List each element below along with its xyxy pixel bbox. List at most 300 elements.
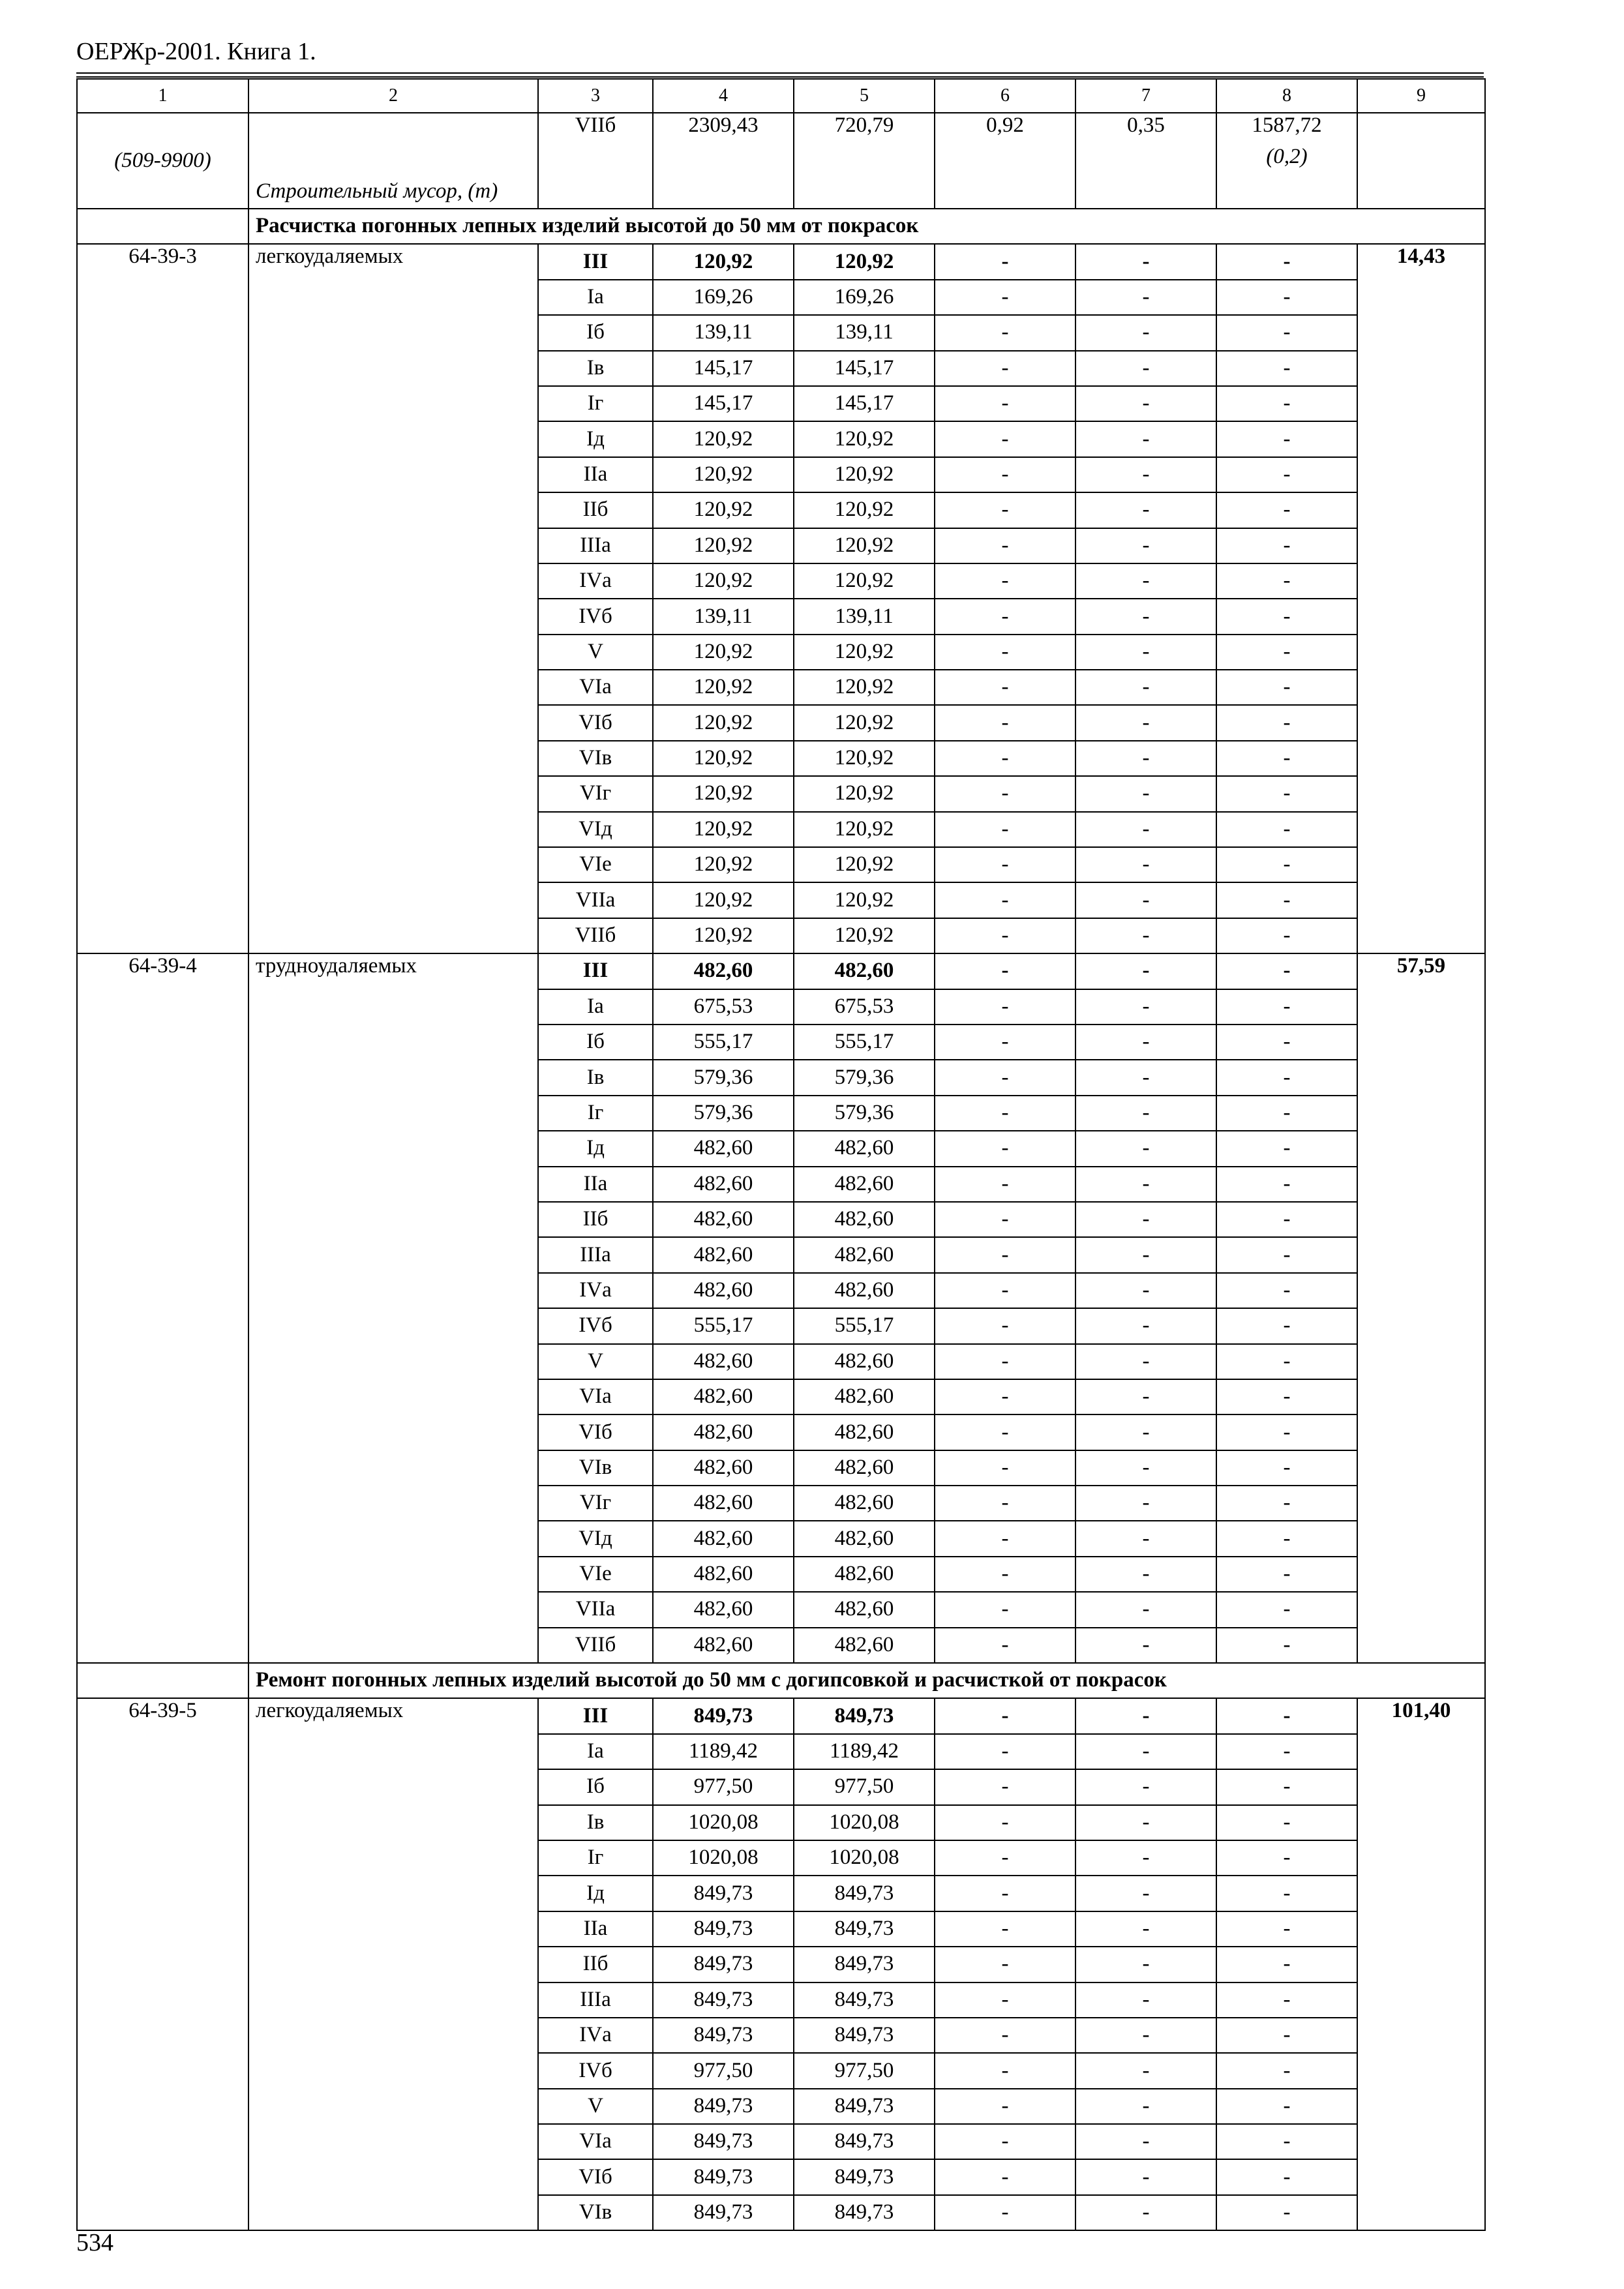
zone-cell: IIа bbox=[538, 1911, 653, 1947]
value-cell: 482,60 bbox=[794, 1414, 935, 1450]
value-cell: - bbox=[1075, 1060, 1216, 1095]
value-cell: 0,35 bbox=[1075, 113, 1216, 209]
value-cell: - bbox=[1216, 2159, 1357, 2194]
value-cell: 482,60 bbox=[794, 1131, 935, 1166]
value-cell: - bbox=[1216, 1273, 1357, 1308]
value-cell: 482,60 bbox=[794, 1379, 935, 1414]
value-cell: 720,79 bbox=[794, 113, 935, 209]
zone-cell: V bbox=[538, 1344, 653, 1379]
value-cell: - bbox=[935, 1344, 1075, 1379]
value-cell: 120,92 bbox=[653, 457, 794, 492]
zone-cell: Iб bbox=[538, 315, 653, 350]
value-cell: 145,17 bbox=[653, 386, 794, 421]
value-cell: 0,92 bbox=[935, 113, 1075, 209]
rate-name: трудноудаляемых bbox=[248, 953, 538, 1663]
value-cell: 120,92 bbox=[653, 882, 794, 918]
value-cell: - bbox=[1216, 351, 1357, 386]
table-row-base bbox=[77, 244, 1485, 279]
value-cell: - bbox=[1075, 1947, 1216, 1982]
value-cell: 849,73 bbox=[794, 1876, 935, 1911]
value-cell: - bbox=[1216, 953, 1357, 989]
zone-cell: VIв bbox=[538, 2195, 653, 2230]
value-cell: - bbox=[1216, 705, 1357, 740]
labor-cost: 57,59 bbox=[1357, 953, 1485, 1663]
zone-cell: VIв bbox=[538, 741, 653, 776]
value-cell: - bbox=[935, 776, 1075, 811]
value-cell: 849,73 bbox=[653, 2124, 794, 2159]
value-cell: 482,60 bbox=[653, 1237, 794, 1272]
value-cell: 849,73 bbox=[653, 1911, 794, 1947]
zone-cell: IIб bbox=[538, 1202, 653, 1237]
value-cell: - bbox=[935, 2159, 1075, 2194]
value-cell: - bbox=[1216, 1805, 1357, 1840]
zone-cell: Iг bbox=[538, 1840, 653, 1876]
rate-name: легкоудаляемых bbox=[248, 244, 538, 953]
value-cell: 482,60 bbox=[653, 1379, 794, 1414]
header-rule-double bbox=[76, 76, 1484, 78]
resource-code: (509-9900) bbox=[77, 113, 248, 209]
zone-cell: IIа bbox=[538, 1167, 653, 1202]
value-cell: - bbox=[1216, 1237, 1357, 1272]
value-cell: - bbox=[935, 1025, 1075, 1060]
value-cell: - bbox=[1075, 741, 1216, 776]
value-cell: - bbox=[1216, 1628, 1357, 1663]
value-cell: 849,73 bbox=[794, 2089, 935, 2124]
value-cell: - bbox=[935, 528, 1075, 563]
value-cell: 482,60 bbox=[794, 1167, 935, 1202]
value-cell: 120,92 bbox=[653, 670, 794, 705]
value-cell: - bbox=[1075, 1592, 1216, 1627]
value-cell: 977,50 bbox=[653, 1769, 794, 1804]
value-cell: 1020,08 bbox=[794, 1805, 935, 1840]
value-cell: - bbox=[1216, 528, 1357, 563]
rate-code: 64-39-4 bbox=[77, 953, 248, 1663]
price-table bbox=[76, 78, 1486, 2231]
value-cell: - bbox=[935, 1060, 1075, 1095]
value-cell: 120,92 bbox=[794, 563, 935, 599]
value-cell: 482,60 bbox=[653, 1628, 794, 1663]
value-cell: - bbox=[935, 882, 1075, 918]
value-cell: 120,92 bbox=[653, 244, 794, 279]
value-cell: - bbox=[935, 1592, 1075, 1627]
value-cell: 120,92 bbox=[794, 776, 935, 811]
value-cell: 145,17 bbox=[794, 386, 935, 421]
value-cell: - bbox=[1216, 670, 1357, 705]
zone-cell: VIб bbox=[538, 705, 653, 740]
value-cell: 482,60 bbox=[794, 1273, 935, 1308]
value-cell: - bbox=[1075, 776, 1216, 811]
value-cell: - bbox=[1216, 2089, 1357, 2124]
value-cell: - bbox=[935, 2124, 1075, 2159]
page-number: 534 bbox=[76, 2229, 113, 2256]
value-cell: 139,11 bbox=[794, 599, 935, 634]
value-cell: 579,36 bbox=[794, 1096, 935, 1131]
value-cell: - bbox=[935, 1096, 1075, 1131]
value-cell: 482,60 bbox=[794, 1344, 935, 1379]
value-cell: - bbox=[935, 1450, 1075, 1486]
value-cell: - bbox=[1216, 2124, 1357, 2159]
value-cell: 675,53 bbox=[653, 989, 794, 1025]
value-cell: 482,60 bbox=[794, 1237, 935, 1272]
value-cell: - bbox=[935, 1521, 1075, 1556]
zone-cell: VIг bbox=[538, 776, 653, 811]
zone-cell: IVб bbox=[538, 1308, 653, 1343]
zone-cell: IIб bbox=[538, 1947, 653, 1982]
zone-cell: IIIа bbox=[538, 1237, 653, 1272]
value-cell: - bbox=[1075, 386, 1216, 421]
zone-cell: V bbox=[538, 635, 653, 670]
value-cell: 120,92 bbox=[653, 918, 794, 953]
value-cell: - bbox=[935, 1698, 1075, 1733]
value-cell: 1189,42 bbox=[794, 1734, 935, 1769]
value-cell: 120,92 bbox=[653, 492, 794, 528]
zone-cell: IVб bbox=[538, 599, 653, 634]
value-cell: - bbox=[1075, 315, 1216, 350]
value-cell: - bbox=[1075, 2089, 1216, 2124]
value-cell: - bbox=[935, 2089, 1075, 2124]
value-cell: 579,36 bbox=[794, 1060, 935, 1095]
value-cell: 482,60 bbox=[653, 1592, 794, 1627]
value-cell: - bbox=[935, 635, 1075, 670]
value-cell: - bbox=[935, 1273, 1075, 1308]
zone-cell: Iб bbox=[538, 1025, 653, 1060]
value-cell: - bbox=[935, 1840, 1075, 1876]
value-cell: - bbox=[1216, 1769, 1357, 1804]
zone-cell: IIб bbox=[538, 492, 653, 528]
value-cell: - bbox=[1075, 1273, 1216, 1308]
zone-cell: VIд bbox=[538, 812, 653, 847]
zone-cell: Iв bbox=[538, 1060, 653, 1095]
value-cell: - bbox=[1216, 1947, 1357, 1982]
value-cell: 120,92 bbox=[653, 741, 794, 776]
value-cell: - bbox=[1075, 457, 1216, 492]
column-number: 6 bbox=[935, 79, 1075, 113]
value-cell: - bbox=[935, 1414, 1075, 1450]
value-cell: 482,60 bbox=[794, 953, 935, 989]
value-cell: 139,11 bbox=[653, 315, 794, 350]
zone-cell: VIIа bbox=[538, 882, 653, 918]
section-spacer bbox=[77, 209, 248, 244]
value-cell: - bbox=[1075, 280, 1216, 315]
value-cell: - bbox=[1075, 244, 1216, 279]
value-cell: - bbox=[1216, 741, 1357, 776]
table-row-base bbox=[77, 953, 1485, 989]
value-cell: - bbox=[1075, 421, 1216, 456]
zone-cell: VIе bbox=[538, 1557, 653, 1592]
rate-code: 64-39-5 bbox=[77, 1698, 248, 2230]
value-cell: - bbox=[1075, 1237, 1216, 1272]
value-cell: 482,60 bbox=[653, 1486, 794, 1521]
value-cell: - bbox=[1216, 2195, 1357, 2230]
value-cell: - bbox=[1075, 1167, 1216, 1202]
section-title: Ремонт погонных лепных изделий высотой до 50 мм с догипсовкой и расчисткой от покрасок bbox=[248, 1663, 1485, 1698]
zone-cell: VIб bbox=[538, 2159, 653, 2194]
header-rule bbox=[76, 72, 1484, 74]
value-cell: - bbox=[935, 599, 1075, 634]
value-cell: - bbox=[1075, 1557, 1216, 1592]
value-cell: - bbox=[1216, 1308, 1357, 1343]
value-cell: 482,60 bbox=[653, 1414, 794, 1450]
value-cell: 849,73 bbox=[653, 1982, 794, 2018]
value-cell: - bbox=[935, 847, 1075, 882]
value-cell: - bbox=[935, 1805, 1075, 1840]
value-cell: 977,50 bbox=[794, 1769, 935, 1804]
value-cell: - bbox=[1075, 1379, 1216, 1414]
value-cell: - bbox=[1075, 2159, 1216, 2194]
value-cell: 120,92 bbox=[794, 882, 935, 918]
value-cell: - bbox=[1216, 812, 1357, 847]
value-cell: 482,60 bbox=[794, 1628, 935, 1663]
value-cell: - bbox=[1216, 1876, 1357, 1911]
value-cell: 849,73 bbox=[794, 1947, 935, 1982]
zone-cell: III bbox=[538, 1698, 653, 1733]
value-cell: 849,73 bbox=[794, 2159, 935, 2194]
value-cell: 849,73 bbox=[653, 2089, 794, 2124]
value-cell: 120,92 bbox=[653, 847, 794, 882]
value-cell: - bbox=[1075, 1344, 1216, 1379]
value-cell: - bbox=[1216, 1982, 1357, 2018]
value-cell: - bbox=[935, 670, 1075, 705]
value-cell: - bbox=[935, 2018, 1075, 2053]
value-cell: 1020,08 bbox=[794, 1840, 935, 1876]
value-cell: - bbox=[1075, 1982, 1216, 2018]
value-cell: - bbox=[1216, 635, 1357, 670]
column-number: 7 bbox=[1075, 79, 1216, 113]
value-cell: - bbox=[1075, 1911, 1216, 1947]
value-cell: - bbox=[1216, 1592, 1357, 1627]
value-cell: - bbox=[935, 421, 1075, 456]
column-number: 5 bbox=[794, 79, 935, 113]
value-cell: - bbox=[935, 1769, 1075, 1804]
value-cell: 849,73 bbox=[653, 1947, 794, 1982]
rate-code: 64-39-3 bbox=[77, 244, 248, 953]
value-cell: 849,73 bbox=[794, 2124, 935, 2159]
value-cell: 2309,43 bbox=[653, 113, 794, 209]
value-cell: - bbox=[1216, 1131, 1357, 1166]
value-cell: 849,73 bbox=[653, 1876, 794, 1911]
value-cell: 977,50 bbox=[653, 2053, 794, 2088]
value-cell: - bbox=[1075, 812, 1216, 847]
value-cell: - bbox=[1216, 1557, 1357, 1592]
zone-cell: VIд bbox=[538, 1521, 653, 1556]
value-cell: 120,92 bbox=[794, 741, 935, 776]
value-cell: - bbox=[1075, 953, 1216, 989]
value-cell: - bbox=[935, 1982, 1075, 2018]
value-cell: - bbox=[935, 1167, 1075, 1202]
column-number: 3 bbox=[538, 79, 653, 113]
value-cell: - bbox=[935, 953, 1075, 989]
value-cell: 482,60 bbox=[653, 953, 794, 989]
value-cell: - bbox=[1216, 1379, 1357, 1414]
value-cell: 849,73 bbox=[794, 1982, 935, 2018]
value-cell: - bbox=[935, 1131, 1075, 1166]
running-header: ОЕРЖр-2001. Книга 1. bbox=[76, 38, 316, 65]
value-cell: - bbox=[935, 1876, 1075, 1911]
value-cell: 120,92 bbox=[653, 812, 794, 847]
value-cell: - bbox=[1216, 1060, 1357, 1095]
value-cell: - bbox=[1075, 670, 1216, 705]
value-cell: 120,92 bbox=[653, 528, 794, 563]
value-cell: - bbox=[1216, 1025, 1357, 1060]
value-cell: 120,92 bbox=[653, 705, 794, 740]
value-cell: - bbox=[935, 705, 1075, 740]
value-cell: 482,60 bbox=[653, 1557, 794, 1592]
value-cell: 120,92 bbox=[653, 563, 794, 599]
value-cell: - bbox=[935, 244, 1075, 279]
value-cell: - bbox=[1216, 918, 1357, 953]
value-cell: 849,73 bbox=[794, 1911, 935, 1947]
value-cell: 482,60 bbox=[653, 1167, 794, 1202]
value-cell bbox=[1357, 113, 1485, 209]
value-cell: - bbox=[1075, 1414, 1216, 1450]
value-cell: 482,60 bbox=[794, 1521, 935, 1556]
zone-cell: Iа bbox=[538, 280, 653, 315]
value-cell: - bbox=[935, 315, 1075, 350]
labor-cost: 14,43 bbox=[1357, 244, 1485, 953]
zone-cell: VIа bbox=[538, 670, 653, 705]
zone-cell: Iд bbox=[538, 1131, 653, 1166]
value-cell: - bbox=[935, 989, 1075, 1025]
table-row-base bbox=[77, 1698, 1485, 1733]
zone-cell: IVа bbox=[538, 563, 653, 599]
value-cell: - bbox=[1216, 1486, 1357, 1521]
value-cell: - bbox=[1075, 1131, 1216, 1166]
section-title-row bbox=[77, 1663, 1485, 1698]
value-cell: - bbox=[1075, 1805, 1216, 1840]
value-cell: 482,60 bbox=[653, 1344, 794, 1379]
value-cell: - bbox=[1216, 457, 1357, 492]
value-cell: - bbox=[1075, 2124, 1216, 2159]
section-spacer bbox=[77, 1663, 248, 1698]
value-cell: 849,73 bbox=[653, 2159, 794, 2194]
value-cell: 120,92 bbox=[794, 918, 935, 953]
value-cell: - bbox=[1216, 1096, 1357, 1131]
zone-cell: VIв bbox=[538, 1450, 653, 1486]
value-cell: 675,53 bbox=[794, 989, 935, 1025]
value-cell: 120,92 bbox=[794, 457, 935, 492]
rate-name: легкоудаляемых bbox=[248, 1698, 538, 2230]
zone-cell: VIа bbox=[538, 1379, 653, 1414]
value-cell: 1189,42 bbox=[653, 1734, 794, 1769]
value-cell: 120,92 bbox=[794, 492, 935, 528]
zone-cell: Iв bbox=[538, 1805, 653, 1840]
value-cell: - bbox=[935, 1379, 1075, 1414]
value-cell: 849,73 bbox=[653, 2195, 794, 2230]
value-cell: 482,60 bbox=[794, 1557, 935, 1592]
value-cell: - bbox=[1075, 599, 1216, 634]
value-cell: - bbox=[1075, 492, 1216, 528]
value-cell: - bbox=[935, 563, 1075, 599]
value-cell: - bbox=[1075, 1308, 1216, 1343]
zone-cell: VIа bbox=[538, 2124, 653, 2159]
zone-cell: VIIб bbox=[538, 113, 653, 209]
value-cell: 139,11 bbox=[653, 599, 794, 634]
value-cell: 120,92 bbox=[794, 670, 935, 705]
value-cell: - bbox=[1216, 847, 1357, 882]
value-cell: - bbox=[935, 1557, 1075, 1592]
value-cell: - bbox=[1075, 1876, 1216, 1911]
value-cell: - bbox=[1075, 1096, 1216, 1131]
value-cell: 169,26 bbox=[794, 280, 935, 315]
value-cell: 120,92 bbox=[653, 421, 794, 456]
zone-cell: III bbox=[538, 953, 653, 989]
value-cell: - bbox=[1216, 1344, 1357, 1379]
value-cell: - bbox=[1075, 1840, 1216, 1876]
value-cell: - bbox=[1216, 280, 1357, 315]
value-note: (0,2) bbox=[1266, 144, 1308, 168]
value-cell: - bbox=[1216, 563, 1357, 599]
value-cell: - bbox=[1216, 882, 1357, 918]
value-cell: - bbox=[1075, 705, 1216, 740]
value-cell: - bbox=[1216, 1450, 1357, 1486]
zone-cell: VIIб bbox=[538, 918, 653, 953]
zone-cell: IVа bbox=[538, 1273, 653, 1308]
zone-cell: Iа bbox=[538, 989, 653, 1025]
zone-cell: VIг bbox=[538, 1486, 653, 1521]
zone-cell: III bbox=[538, 244, 653, 279]
zone-cell: Iд bbox=[538, 1876, 653, 1911]
value-cell: - bbox=[1075, 1734, 1216, 1769]
value-cell: 482,60 bbox=[794, 1592, 935, 1627]
value-cell: - bbox=[935, 492, 1075, 528]
value-cell: - bbox=[1075, 1698, 1216, 1733]
zone-cell: VIIа bbox=[538, 1592, 653, 1627]
value-cell: 555,17 bbox=[653, 1025, 794, 1060]
value-cell: 120,92 bbox=[653, 776, 794, 811]
labor-cost: 101,40 bbox=[1357, 1698, 1485, 2230]
value-cell: - bbox=[1075, 1628, 1216, 1663]
value-cell bbox=[1216, 113, 1357, 209]
value-cell: - bbox=[935, 741, 1075, 776]
value-cell: 145,17 bbox=[794, 351, 935, 386]
value-cell: 120,92 bbox=[794, 421, 935, 456]
value-cell: - bbox=[1075, 1486, 1216, 1521]
value-text: 1587,72 bbox=[1252, 113, 1322, 137]
value-cell: - bbox=[1216, 1167, 1357, 1202]
value-cell: - bbox=[1216, 2053, 1357, 2088]
zone-cell: IIIа bbox=[538, 528, 653, 563]
value-cell: 482,60 bbox=[794, 1486, 935, 1521]
value-cell: - bbox=[935, 1237, 1075, 1272]
value-cell: 145,17 bbox=[653, 351, 794, 386]
value-cell: 120,92 bbox=[794, 635, 935, 670]
value-cell: - bbox=[1216, 2018, 1357, 2053]
value-cell: 169,26 bbox=[653, 280, 794, 315]
value-cell: - bbox=[1075, 635, 1216, 670]
value-cell: - bbox=[1075, 989, 1216, 1025]
value-cell: - bbox=[1216, 599, 1357, 634]
zone-cell: VIб bbox=[538, 1414, 653, 1450]
zone-cell: Iб bbox=[538, 1769, 653, 1804]
value-cell: 482,60 bbox=[794, 1450, 935, 1486]
value-cell: 849,73 bbox=[794, 2195, 935, 2230]
value-cell: 482,60 bbox=[794, 1202, 935, 1237]
column-number: 1 bbox=[77, 79, 248, 113]
column-number: 8 bbox=[1216, 79, 1357, 113]
value-cell: 849,73 bbox=[653, 2018, 794, 2053]
value-cell: - bbox=[1216, 1911, 1357, 1947]
value-cell: 120,92 bbox=[794, 705, 935, 740]
value-cell: 482,60 bbox=[653, 1450, 794, 1486]
value-cell: - bbox=[1216, 315, 1357, 350]
zone-cell: IIIа bbox=[538, 1982, 653, 2018]
value-cell: - bbox=[1216, 1202, 1357, 1237]
value-cell: - bbox=[1075, 2195, 1216, 2230]
value-cell: - bbox=[935, 1202, 1075, 1237]
value-cell: - bbox=[1075, 1769, 1216, 1804]
value-cell: - bbox=[935, 1308, 1075, 1343]
value-cell: 1020,08 bbox=[653, 1840, 794, 1876]
